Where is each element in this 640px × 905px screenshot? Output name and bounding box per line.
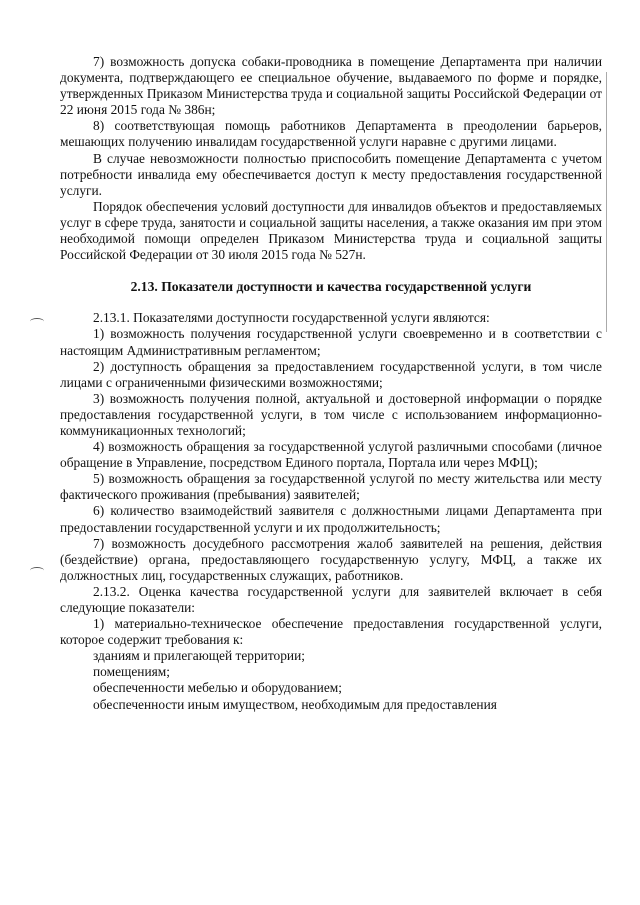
section-heading: 2.13. Показатели доступности и качества государственной услуги [130,279,532,295]
paragraph: 6) количество взаимодействий заявителя с должностными лицами Департамента при предоставлении государственной услуги и их продолжительность; [60,503,602,535]
paragraph: 1) материально-техническое обеспечение предоставления государственной услуги, которое содержит требования к: [60,616,602,648]
paragraph: 1) возможность получения государственной услуги своевременно и в соответствии с настоящим Административным регламентом; [60,326,602,358]
paragraph: 8) соответствующая помощь работников Департамента в преодолении барьеров, мешающих получению инвалидам государственной услуги наравне с другими лицами. [60,118,602,150]
paragraph: Порядок обеспечения условий доступности для инвалидов объектов и предоставляемых услуг в сфере труда, занятости и социальной защиты населения, а также оказания им при этом необходимой помощи определен Приказом Министерства труда и социальной защиты Российской Федерации от 30 июля 2015 года № 527н. [60,198,602,263]
list-item: обеспеченности иным имуществом, необходимым для предоставления [93,696,497,712]
document-body [60,54,602,713]
list-item: помещениям; [93,664,170,680]
margin-mark-2 [30,567,44,574]
paragraph: 3) возможность получения полной, актуальной и достоверной информации о порядке предоставления государственной услуги, в том числе с использованием информационно-коммуникационных технологий; [60,390,602,438]
right-margin-line [606,72,607,332]
paragraph: 4) возможность обращения за государственной услугой различными способами (личное обращение в Управление, посредством Единого портала, Портала или через МФЦ); [60,439,602,471]
paragraph: 2.13.2. Оценка качества государственной услуги для заявителей включает в себя следующие показатели: [60,583,602,615]
list-item: обеспеченности мебелью и оборудованием; [93,680,342,696]
paragraph: 2) доступность обращения за предоставлением государственной услуги, в том числе лицами с ограниченными физическими возможностями; [60,358,602,390]
margin-mark-1 [30,318,44,325]
paragraph: 7) возможность допуска собаки-проводника в помещение Департамента при наличии документа, подтверждающего ее специальное обучение, выдаваемого по форме и порядке, утвержденных Приказом Министерства труда и социальной защиты Российской Федерации от 22 июня 2015 года № 386н; [60,54,602,118]
list-item: зданиям и прилегающей территории; [93,648,305,664]
paragraph: 2.13.1. Показателями доступности государственной услуги являются: [93,310,490,326]
paragraph: В случае невозможности полностью приспособить помещение Департамента с учетом потребности инвалида ему обеспечивается доступ к месту предоставления государственной услуги. [60,150,602,198]
paragraph: 5) возможность обращения за государственной услугой по месту жительства или месту фактического проживания (пребывания) заявителей; [60,471,602,503]
paragraph: 7) возможность досудебного рассмотрения жалоб заявителей на решения, действия (бездействие) органа, предоставляющего государственную услугу, МФЦ, а также их должностных лиц, государственных служащих, работников. [60,535,602,583]
